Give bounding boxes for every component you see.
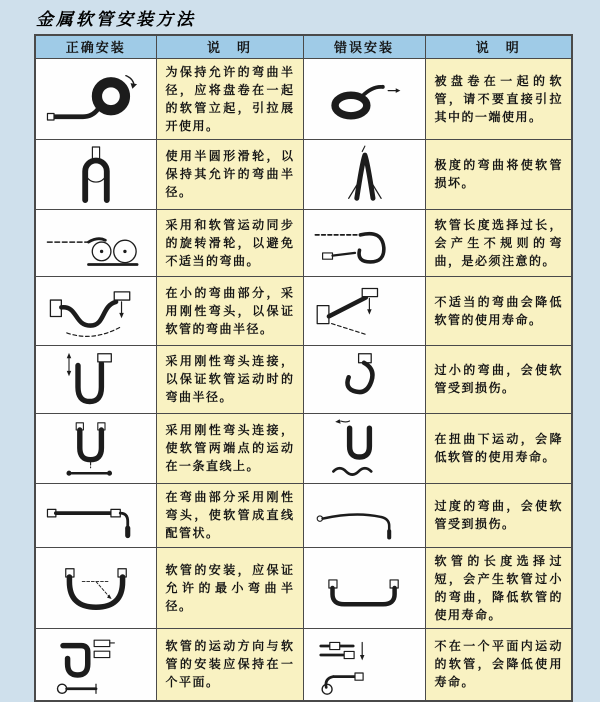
- correct-description: 软管的运动方向与软管的安装应保持在一个平面。: [156, 628, 303, 701]
- wrong-illustration-cell: [303, 139, 425, 209]
- table-row: [35, 345, 572, 413]
- coiled-hose-end-pulled-icon: [308, 67, 420, 131]
- wrong-illustration-cell: [303, 209, 425, 276]
- header-row: [35, 35, 572, 58]
- rigid-elbow-small-bend-icon: [41, 280, 151, 342]
- overbent-straight-hose-icon: [310, 487, 418, 543]
- wrong-description: 过小的弯曲，会使软管受到损伤。: [425, 345, 572, 413]
- hook-shaped-small-bend-icon: [310, 348, 418, 410]
- correct-description: 采用刚性弯头连接，以保证软管运动时的弯曲半径。: [156, 345, 303, 413]
- hose-motion-out-of-plane-icon: [310, 631, 418, 697]
- coiled-hose-upright-icon: [40, 67, 152, 131]
- wrong-description: 软管长度选择过长，会产生不规则的弯曲，是必须注意的。: [425, 209, 572, 276]
- correct-illustration-cell: [35, 413, 156, 483]
- correct-illustration-cell: [35, 628, 156, 701]
- wrong-illustration-cell: [303, 628, 425, 701]
- minimum-bend-radius-arc-icon: [41, 557, 151, 619]
- hose-synchronized-rotating-pulleys-icon: [40, 214, 152, 272]
- correct-illustration-cell: [35, 547, 156, 628]
- hose-too-long-irregular-loop-icon: [310, 214, 418, 272]
- wrong-description: 过度的弯曲，会使软管受到损伤。: [425, 483, 572, 547]
- header-correct-install: 正确安装: [35, 35, 156, 58]
- table-row: [35, 139, 572, 209]
- wrong-illustration-cell: [303, 345, 425, 413]
- header-wrong-install: 错误安装: [303, 35, 425, 58]
- u-hose-inline-endpoint-motion-icon: [42, 416, 150, 480]
- header-description-right: 说 明: [425, 35, 572, 58]
- wrong-illustration-cell: [303, 483, 425, 547]
- wrong-description: 软管的长度选择过短，会产生软管过小的弯曲，降低软管的使用寿命。: [425, 547, 572, 628]
- table-row: [35, 413, 572, 483]
- correct-description: 采用刚性弯头连接，使软管两端点的运动在一条直线上。: [156, 413, 303, 483]
- correct-description: 使用半圆形滑轮，以保持其允许的弯曲半径。: [156, 139, 303, 209]
- wrong-illustration-cell: [303, 276, 425, 345]
- table-row: [35, 483, 572, 547]
- straight-hose-with-rigid-elbow-icon: [40, 487, 152, 543]
- correct-illustration-cell: [35, 139, 156, 209]
- table-row: [35, 209, 572, 276]
- wrong-description: 极度的弯曲将使软管损坏。: [425, 139, 572, 209]
- correct-illustration-cell: [35, 276, 156, 345]
- wrong-illustration-cell: [303, 413, 425, 483]
- correct-description: 在小的弯曲部分，采用刚性弯头，以保证软管的弯曲半径。: [156, 276, 303, 345]
- hose-over-semicircular-pulley-icon: [42, 143, 150, 205]
- wrong-illustration-cell: [303, 547, 425, 628]
- table-row: [35, 58, 572, 139]
- correct-illustration-cell: [35, 345, 156, 413]
- correct-description: 软管的安装，应保证允许的最小弯曲半径。: [156, 547, 303, 628]
- too-short-flat-arc-icon: [310, 557, 418, 619]
- wrong-description: 不适当的弯曲会降低软管的使用寿命。: [425, 276, 572, 345]
- improper-sharp-bend-icon: [310, 280, 418, 342]
- correct-description: 采用和软管运动同步的旋转滑轮，以避免不适当的弯曲。: [156, 209, 303, 276]
- correct-illustration-cell: [35, 483, 156, 547]
- header-description-left: 说 明: [156, 35, 303, 58]
- wrong-description: 被盘卷在一起的软管，请不要直接引拉其中的一端使用。: [425, 58, 572, 139]
- table-row: [35, 276, 572, 345]
- wrong-illustration-cell: [303, 58, 425, 139]
- table-row: [35, 547, 572, 628]
- correct-illustration-cell: [35, 58, 156, 139]
- u-hose-twisted-motion-icon: [310, 416, 418, 480]
- wrong-description: 在扭曲下运动，会降低软管的使用寿命。: [425, 413, 572, 483]
- hose-motion-in-one-plane-icon: [41, 631, 151, 697]
- correct-illustration-cell: [35, 209, 156, 276]
- u-hose-with-rigid-elbows-icon: [42, 348, 150, 410]
- correct-description: 为保持允许的弯曲半径，应将盘卷在一起的软管立起，引拉展开使用。: [156, 58, 303, 139]
- installation-table: [34, 34, 573, 702]
- page-title: 金属软管安装方法: [36, 10, 196, 29]
- hose-extreme-fold-icon: [310, 143, 418, 205]
- correct-description: 在弯曲部分采用刚性弯头，使软管成直线配管状。: [156, 483, 303, 547]
- table-row: [35, 628, 572, 701]
- wrong-description: 不在一个平面内运动的软管，会降低使用寿命。: [425, 628, 572, 701]
